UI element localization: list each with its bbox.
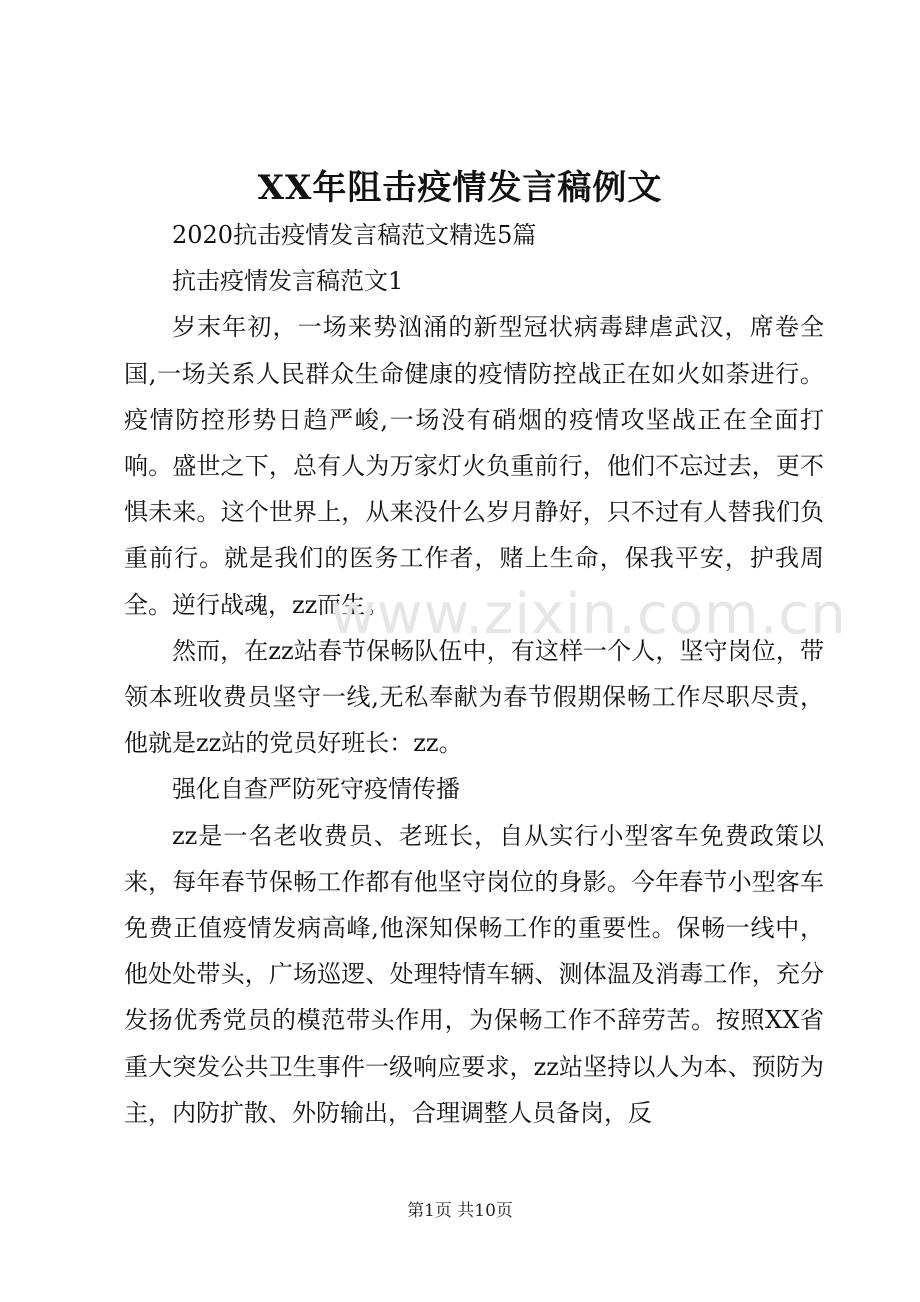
watermark: www.zixin.com.cn xyxy=(330,582,847,647)
paragraph-body: zz是一名老收费员、老班长，自从实行小型客车免费政策以来，每年春节保畅工作都有他坚守岗位的身影。今年春节小型客车免费正值疫情发病高峰,他深知保畅工作的重要性。保畅一线中，他处处带头，广场巡逻、处理特情车辆、测体温及消毒工作，充分发扬优秀党员的模范带头作用，为保畅工作不辞劳苦。按照XX省重大突发公共卫生事件一级响应要求，zz站坚持以人为本、预防为主，内防扩散、外防输出，合理调整人员备岗，反 xyxy=(124,821,824,1127)
paragraph-section-heading: 强化自查严防死守疫情传播 xyxy=(172,775,460,804)
paragraph-heading-1: 抗击疫情发言稿范文1 xyxy=(172,267,404,296)
page-footer: 第1页 共10页 xyxy=(407,1201,513,1221)
paragraph-intro: 岁末年初，一场来势汹涌的新型冠状病毒肆虐武汉，席卷全国,一场关系人民群众生命健康的疫情防控战正在如火如荼进行。疫情防控形势日趋严峻,一场没有硝烟的疫情攻坚战正在全面打响。盛世之下，总有人为万家灯火负重前行，他们不忘过去，更不惧未来。这个世界上，从来没什么岁月静好，只不过有人替我们负重前行。就是我们的医务工作者，赌上生命，保我平安，护我周全。逆行战魂，zz而生。 xyxy=(124,313,824,619)
paragraph-introduction-person: 然而，在zz站春节保畅队伍中，有这样一个人，坚守岗位，带领本班收费员坚守一线,无私奉献为春节假期保畅工作尽职尽责，他就是zz站的党员好班长：zz。 xyxy=(124,636,824,758)
paragraph-subtitle: 2020抗击疫情发言稿范文精选5篇 xyxy=(172,221,537,249)
document-title: XX年阻击疫情发言稿例文 xyxy=(257,168,663,208)
document-body xyxy=(124,212,824,1136)
